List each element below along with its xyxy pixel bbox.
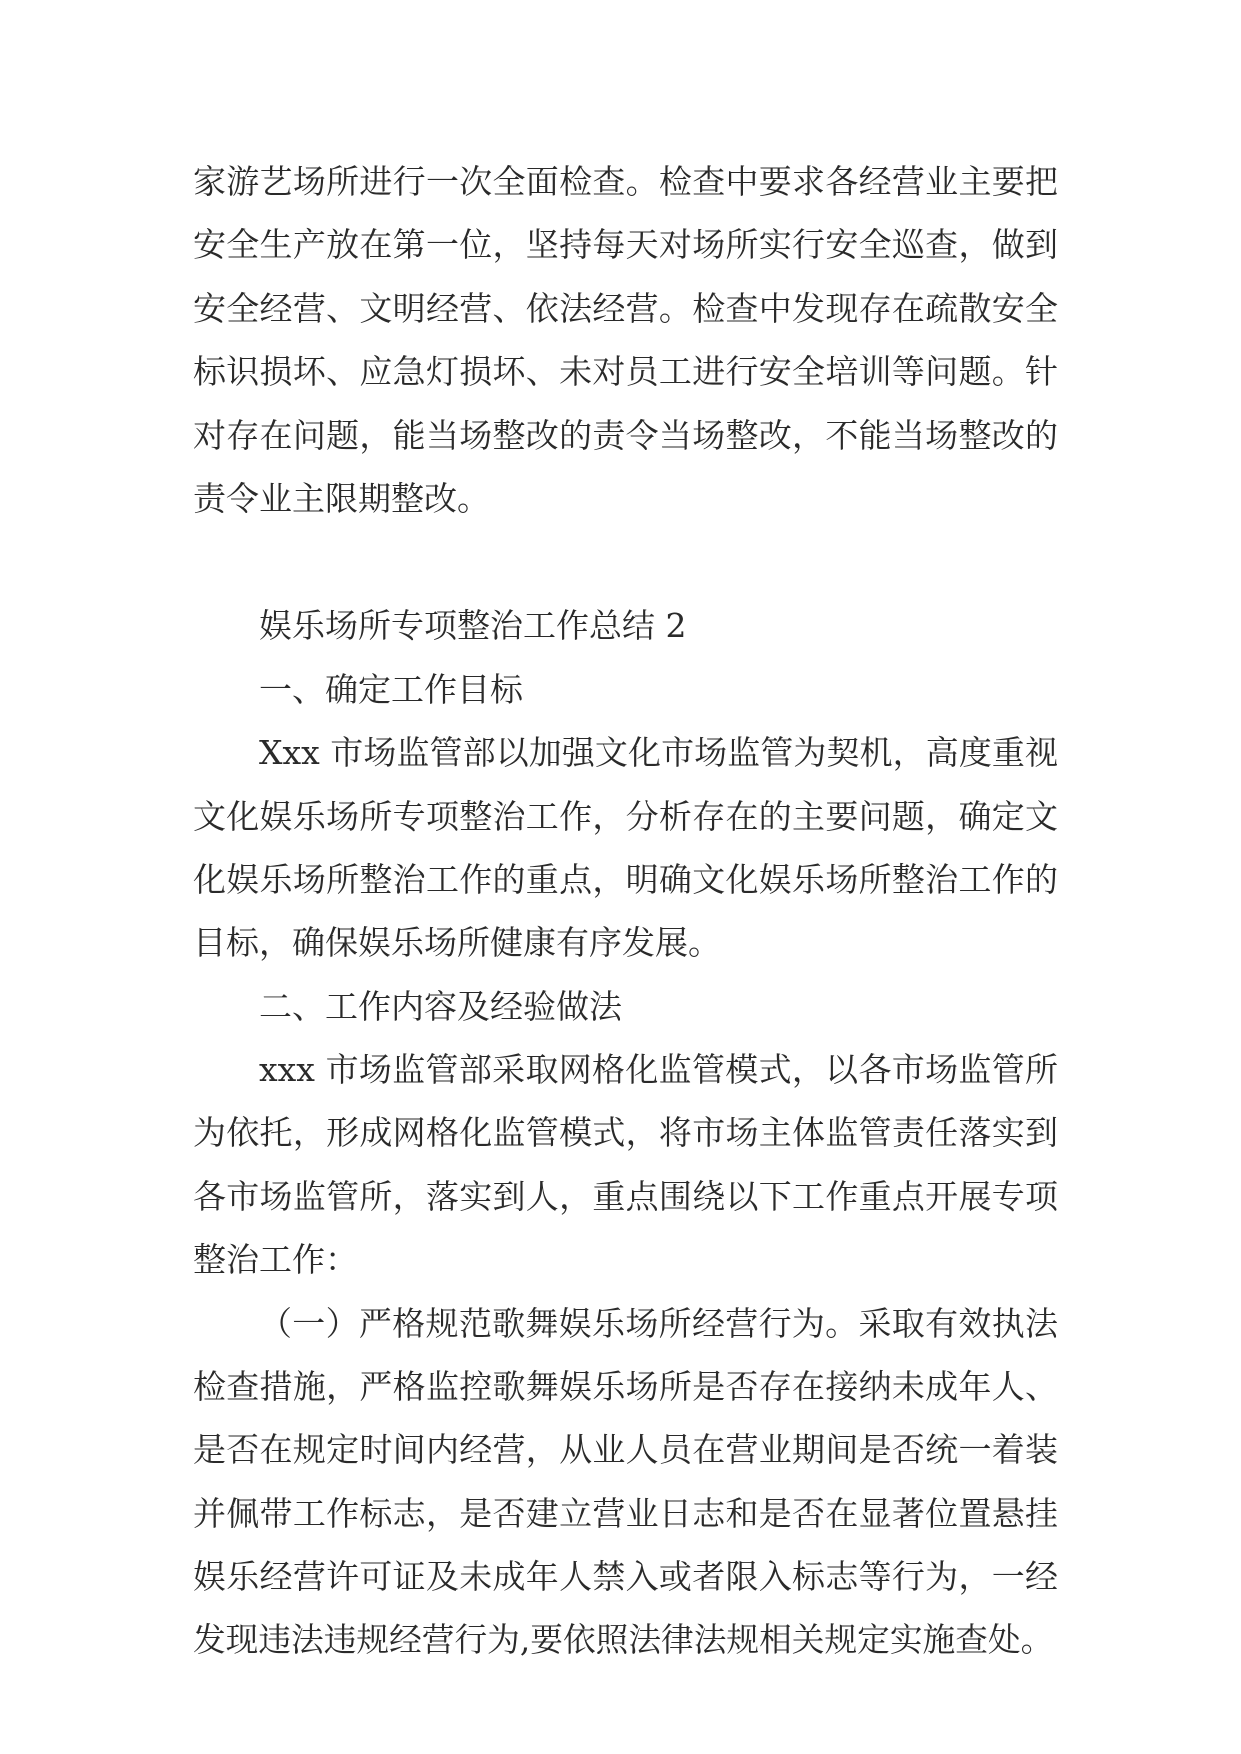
text-line: 各市场监管所，落实到人，重点围绕以下工作重点开展专项 [193,1176,1058,1216]
text-line: 是否在规定时间内经营，从业人员在营业期间是否统一着装 [193,1430,1058,1470]
document-page [193,150,1058,1672]
paragraph-gap [193,530,1058,594]
section-2-paragraph [193,1038,1058,1292]
text-line: 目标，确保娱乐场所健康有序发展。 [193,923,721,963]
document-title: 娱乐场所专项整治工作总结 2 [259,606,687,646]
text-line: Xxx 市场监管部以加强文化市场监管为契机，高度重视 [259,733,1058,773]
text-line: 娱乐经营许可证及未成年人禁入或者限入标志等行为，一经 [193,1557,1058,1597]
text-line: 整治工作： [193,1240,358,1280]
top-paragraph [193,150,1058,530]
text-line: 化娱乐场所整治工作的重点，明确文化娱乐场所整治工作的 [193,859,1058,899]
text-line: 安全生产放在第一位，坚持每天对场所实行安全巡查，做到 [193,225,1058,265]
text-line: 并佩带工作标志，是否建立营业日志和是否在显著位置悬挂 [193,1493,1058,1533]
text-line: 发现违法违规经营行为,要依照法律法规相关规定实施查处。 [193,1620,1054,1659]
text-line: 标识损坏、应急灯损坏、未对员工进行安全培训等问题。针 [193,352,1058,392]
section-1-heading: 一、确定工作目标 [259,669,523,709]
text-line: （一）严格规范歌舞娱乐场所经营行为。采取有效执法 [259,1303,1058,1343]
section-2-heading: 二、工作内容及经验做法 [259,986,622,1026]
text-line: 为依托，形成网格化监管模式，将市场主体监管责任落实到 [193,1113,1058,1153]
text-line: 检查措施，严格监控歌舞娱乐场所是否存在接纳未成年人、 [193,1367,1058,1407]
section-2-item-1 [193,1292,1058,1672]
section-1-paragraph [193,721,1058,975]
text-line: 文化娱乐场所专项整治工作，分析存在的主要问题，确定文 [193,796,1058,836]
text-line: xxx 市场监管部采取网格化监管模式，以各市场监管所 [259,1050,1058,1090]
text-line: 安全经营、文明经营、依法经营。检查中发现存在疏散安全 [193,288,1058,328]
text-line: 对存在问题，能当场整改的责令当场整改，不能当场整改的 [193,415,1058,455]
text-line: 责令业主限期整改。 [193,478,490,518]
text-line: 家游艺场所进行一次全面检查。检查中要求各经营业主要把 [193,162,1058,201]
